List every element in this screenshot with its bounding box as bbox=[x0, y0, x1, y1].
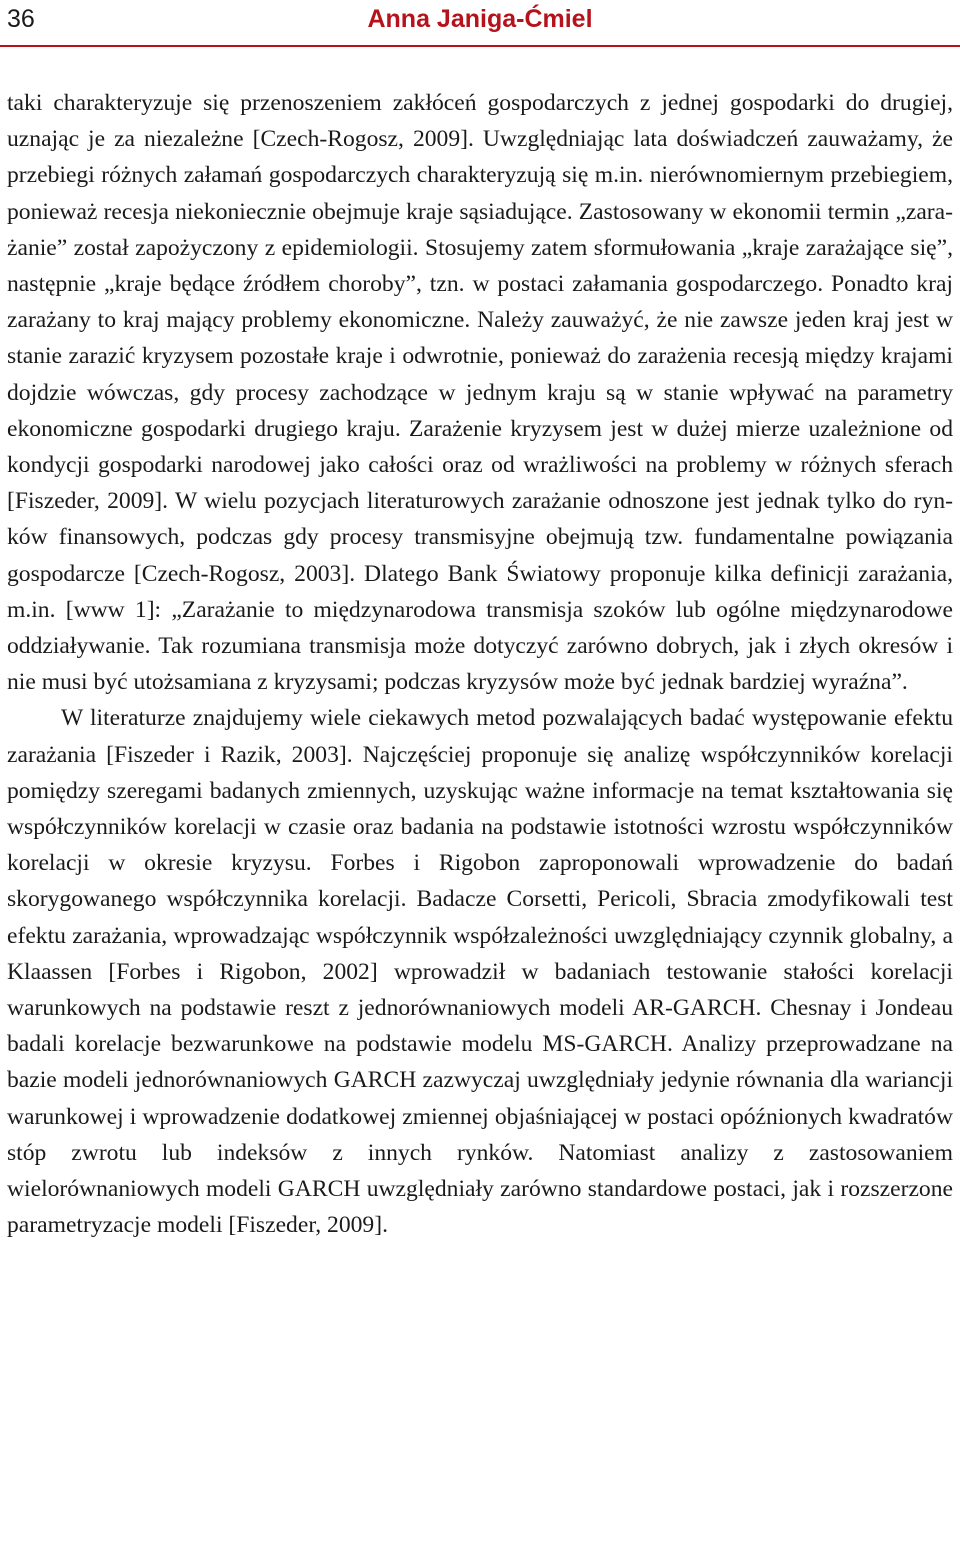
paragraph-contagion-definition: taki charakteryzuje się przenoszeniem zakłóceń gospodarczych z jednej gospodarki do drugiej, uznając je za niezależne [Czech-Rogosz, 2009]. Uwzględniając lata doświadczeń zauważamy, że przebiegi różnych załamań gospodarczych charakteryzują się m.in. nierównomiernym przebiegiem, ponieważ recesja niekoniecznie obejmuje kraje sąsiadujące. Zastosowany w ekonomii termin „zarażanie” został zapożyczony z epidemiologii. Stosujemy zatem sformułowania „kraje zarażające się”, następnie „kraje będące źródłem choroby”, tzn. w postaci załamania gospodarczego. Ponadto kraj zarażany to kraj mający problemy ekonomiczne. Należy zauważyć, że nie zawsze jeden kraj jest w stanie zarazić kryzysem pozostałe kraje i odwrotnie, ponieważ do zarażenia recesją między krajami dojdzie wówczas, gdy procesy zachodzące w jednym kraju są w stanie wpływać na parametry ekonomiczne gospodarki drugiego kraju. Zarażenie kryzysem jest w dużej mierze uzależnione od kondycji gospodarki narodowej jako całości oraz od wrażliwości na problemy w różnych sferach [Fiszeder, 2009]. W wielu pozycjach literaturowych zarażanie odnoszone jest jednak tylko do rynków finansowych, podczas gdy procesy transmisyjne obejmują tzw. fundamentalne powiązania gospodarcze [Czech-Rogosz, 2003]. Dlatego Bank Światowy proponuje kilka definicji zarażania, m.in. [www 1]: „Zarażanie to międzynarodowa transmisja szoków lub ogólne międzynarodowe oddziaływanie. Tak rozumiana transmisja może dotyczyć zarówno dobrych, jak i złych okresów i nie musi być utożsamiana z kryzysami; podczas kryzysów może być jednak bardziej wyraźna”. bbox=[7, 90, 953, 696]
page-header bbox=[0, 0, 960, 58]
body-text bbox=[7, 85, 953, 1244]
page-number: 36 bbox=[7, 5, 35, 33]
header-rule bbox=[0, 45, 960, 47]
running-head-author: Anna Janiga-Ćmiel bbox=[367, 5, 593, 33]
paragraph-contagion-methods: W literaturze znajdujemy wiele ciekawych metod pozwalających badać występowanie efektu zarażania [Fiszeder i Razik, 2003]. Najczęściej proponuje się analizę współczynników korelacji pomiędzy szeregami badanych zmiennych, uzyskując ważne informacje na temat kształtowania się współczynników korelacji w czasie oraz badania na podstawie istotności wzrostu współczynników korelacji w okresie kryzysu. Forbes i Rigobon zaproponowali wprowadzenie do badań skorygowanego współczynnika korelacji. Badacze Corsetti, Pericoli, Sbracia zmodyfikowali test efektu zarażania, wprowadzając współczynnik współzależności uwzględniający czynnik globalny, a Klaassen [Forbes i Rigobon, 2002] wprowadził w badaniach testowanie stałości korelacji warunkowych na podstawie reszt z jednorównaniowych modeli AR-GARCH. Chesnay i Jondeau badali korelacje bezwarunkowe na podstawie modelu MS-GARCH. Analizy przeprowadzane na bazie modeli jednorównaniowych GARCH zazwyczaj uwzględniały jedynie równania dla wariancji warunkowej i wprowadzenie dodatkowej zmiennej objaśniającej w postaci opóźnionych kwadratów stóp zwrotu lub indeksów z innych rynków. Natomiast analizy z zastosowaniem wielorównaniowych modeli GARCH uwzględniały zarówno standardowe postaci, jak i rozszerzone parametryzacje modeli [Fiszeder, 2009]. bbox=[7, 705, 953, 1239]
